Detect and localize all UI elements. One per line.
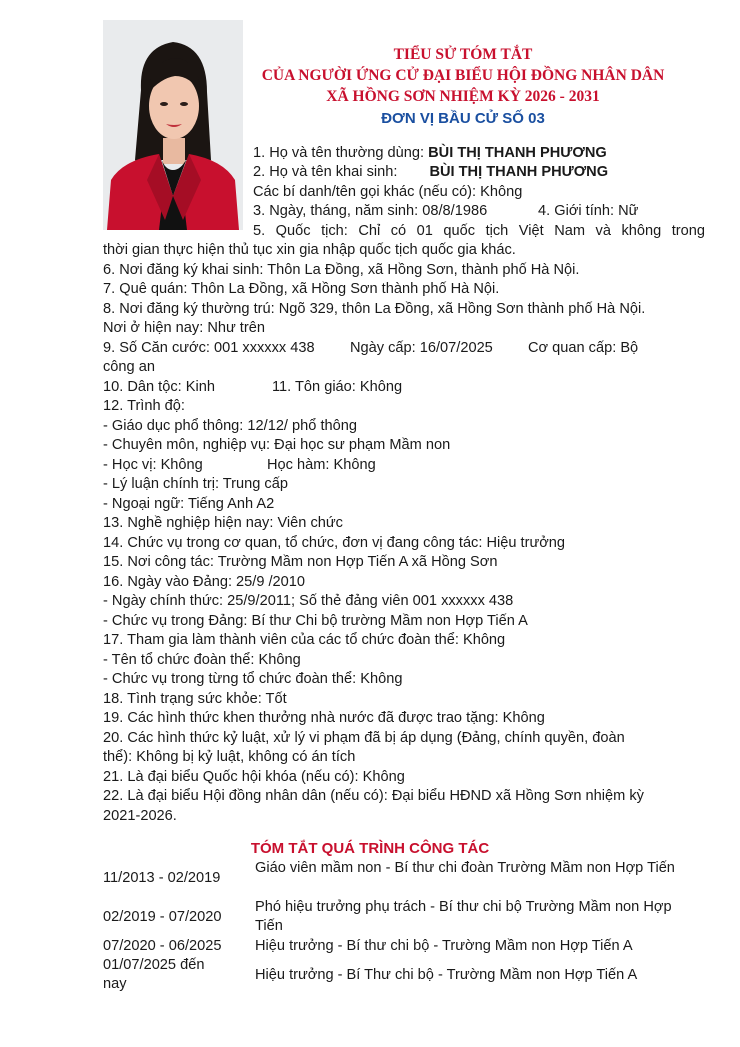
organization-name-line: - Tên tổ chức đoàn thể: Không: [103, 652, 301, 668]
hometown-line: 7. Quê quán: Thôn La Đồng, xã Hồng Sơn thành phố Hà Nội.: [103, 281, 500, 297]
doc-subtitle: CỦA NGƯỜI ỨNG CỬ ĐẠI BIỂU HỘI ĐỒNG NHÂN DÂN: [261, 67, 665, 84]
common-name-value: BÙI THỊ THANH PHƯƠNG: [428, 145, 607, 161]
work-description: Giáo viên mầm non - Bí thư chi đoàn Trường Mầm non Hợp Tiến: [255, 860, 675, 876]
nationality-cont-line: thời gian thực hiện thủ tục xin gia nhập quốc tịch quốc gia khác.: [103, 242, 516, 258]
foreign-language-line: - Ngoại ngữ: Tiếng Anh A2: [103, 496, 275, 512]
work-period: 02/2019 - 07/2020: [103, 909, 222, 925]
national-assembly-line: 21. Là đại biểu Quốc hội khóa (nếu có): Không: [103, 769, 405, 785]
work-period: 01/07/2025 đến nay: [103, 957, 205, 992]
degree-line: - Học vị: Không: [103, 457, 203, 473]
work-period: 11/2013 - 02/2019: [103, 870, 221, 886]
organizations-line: 17. Tham gia làm thành viên của các tổ chức đoàn thể: Không: [103, 632, 506, 648]
election-unit: ĐƠN VỊ BẦU CỬ SỐ 03: [381, 110, 545, 127]
portrait-illustration: [103, 20, 243, 230]
work-description: Hiệu trưởng - Bí thư chi bộ - Trường Mầm non Hợp Tiến A: [255, 938, 633, 954]
birthdate-line: 3. Ngày, tháng, năm sinh: 08/8/1986: [253, 203, 488, 219]
general-education-line: - Giáo dục phổ thông: 12/12/ phổ thông: [103, 418, 357, 434]
id-number-line: 9. Số Căn cước: 001 xxxxxx 438: [103, 340, 315, 356]
party-position-line: - Chức vụ trong Đảng: Bí thư Chi bộ trường Mầm non Hợp Tiến A: [103, 613, 528, 629]
awards-line: 19. Các hình thức khen thưởng nhà nước đã được trao tặng: Không: [103, 710, 545, 726]
permanent-address-line: 8. Nơi đăng ký thường trú: Ngõ 329, thôn La Đồng, xã Hồng Sơn thành phố Hà Nội.: [103, 301, 646, 317]
academic-title-line: Học hàm: Không: [267, 457, 376, 473]
specialty-line: - Chuyên môn, nghiệp vụ: Đại học sư phạm Mầm non: [103, 437, 451, 453]
doc-term: XÃ HỒNG SƠN NHIỆM KỲ 2026 - 2031: [326, 88, 600, 105]
occupation-line: 13. Nghề nghiệp hiện nay: Viên chức: [103, 515, 343, 531]
party-join-line: 16. Ngày vào Đảng: 25/9 /2010: [103, 574, 306, 590]
portrait-photo: [103, 20, 243, 230]
common-name-line: [253, 144, 607, 163]
id-issuer-line: Cơ quan cấp: Bộ: [528, 340, 639, 356]
work-description: Hiệu trưởng - Bí Thư chi bộ - Trường Mầm non Hợp Tiến A: [255, 967, 638, 983]
political-theory-line: - Lý luận chính trị: Trung cấp: [103, 476, 288, 492]
position-line: 14. Chức vụ trong cơ quan, tổ chức, đơn vị đang công tác: Hiệu trưởng: [103, 535, 566, 551]
birth-registration-line: 6. Nơi đăng ký khai sinh: Thôn La Đồng, xã Hồng Sơn, thành phố Hà Nội.: [103, 262, 580, 278]
work-history-row: [103, 859, 703, 897]
health-line: 18. Tình trạng sức khỏe: Tốt: [103, 691, 287, 707]
work-description: Phó hiệu trưởng phụ trách - Bí thư chi bộ Trường Mầm non Hợp Tiến: [255, 899, 672, 934]
ethnicity-line: 10. Dân tộc: Kinh: [103, 379, 215, 395]
birth-name-label: 2. Họ và tên khai sinh:: [253, 164, 402, 180]
party-official-line: - Ngày chính thức: 25/9/2011; Số thẻ đảng viên 001 xxxxxx 438: [103, 593, 514, 609]
council-line: 22. Là đại biểu Hội đồng nhân dân (nếu có): Đại biểu HĐND xã Hồng Sơn nhiệm kỳ: [103, 788, 644, 804]
work-history-row: [103, 937, 703, 957]
id-issuer-cont-line: công an: [103, 359, 155, 375]
document-header: [248, 44, 678, 131]
work-history-title: TÓM TẮT QUÁ TRÌNH CÔNG TÁC: [250, 840, 490, 857]
discipline-cont-line: thể): Không bị kỷ luật, không có án tích: [103, 749, 356, 765]
common-name-label: 1. Họ và tên thường dùng:: [253, 145, 429, 161]
workplace-line: 15. Nơi công tác: Trường Mầm non Hợp Tiến A xã Hồng Sơn: [103, 554, 498, 570]
gender-line: 4. Giới tính: Nữ: [538, 203, 639, 219]
birth-name-value: BÙI THỊ THANH PHƯƠNG: [429, 164, 609, 180]
education-heading: 12. Trình độ:: [103, 398, 185, 414]
work-history-row: [103, 956, 703, 996]
birth-name-line: [253, 163, 608, 182]
religion-line: 11. Tôn giáo: Không: [272, 379, 403, 395]
id-date-line: Ngày cấp: 16/07/2025: [350, 340, 493, 356]
discipline-line: 20. Các hình thức kỷ luật, xử lý vi phạm đã bị áp dụng (Đảng, chính quyền, đoàn: [103, 730, 625, 746]
council-cont-line: 2021-2026.: [103, 808, 177, 824]
nationality-line: 5. Quốc tịch: Chỉ có 01 quốc tịch Việt Nam và không trong: [253, 223, 705, 239]
organization-position-line: - Chức vụ trong từng tổ chức đoàn thể: Không: [103, 671, 403, 687]
alias-line: Các bí danh/tên gọi khác (nếu có): Không: [253, 184, 523, 200]
doc-title: TIỂU SỬ TÓM TẮT: [393, 46, 533, 63]
current-address-line: Nơi ở hiện nay: Như trên: [103, 320, 265, 336]
work-history-row: [103, 898, 703, 936]
work-period: 07/2020 - 06/2025: [103, 938, 222, 954]
